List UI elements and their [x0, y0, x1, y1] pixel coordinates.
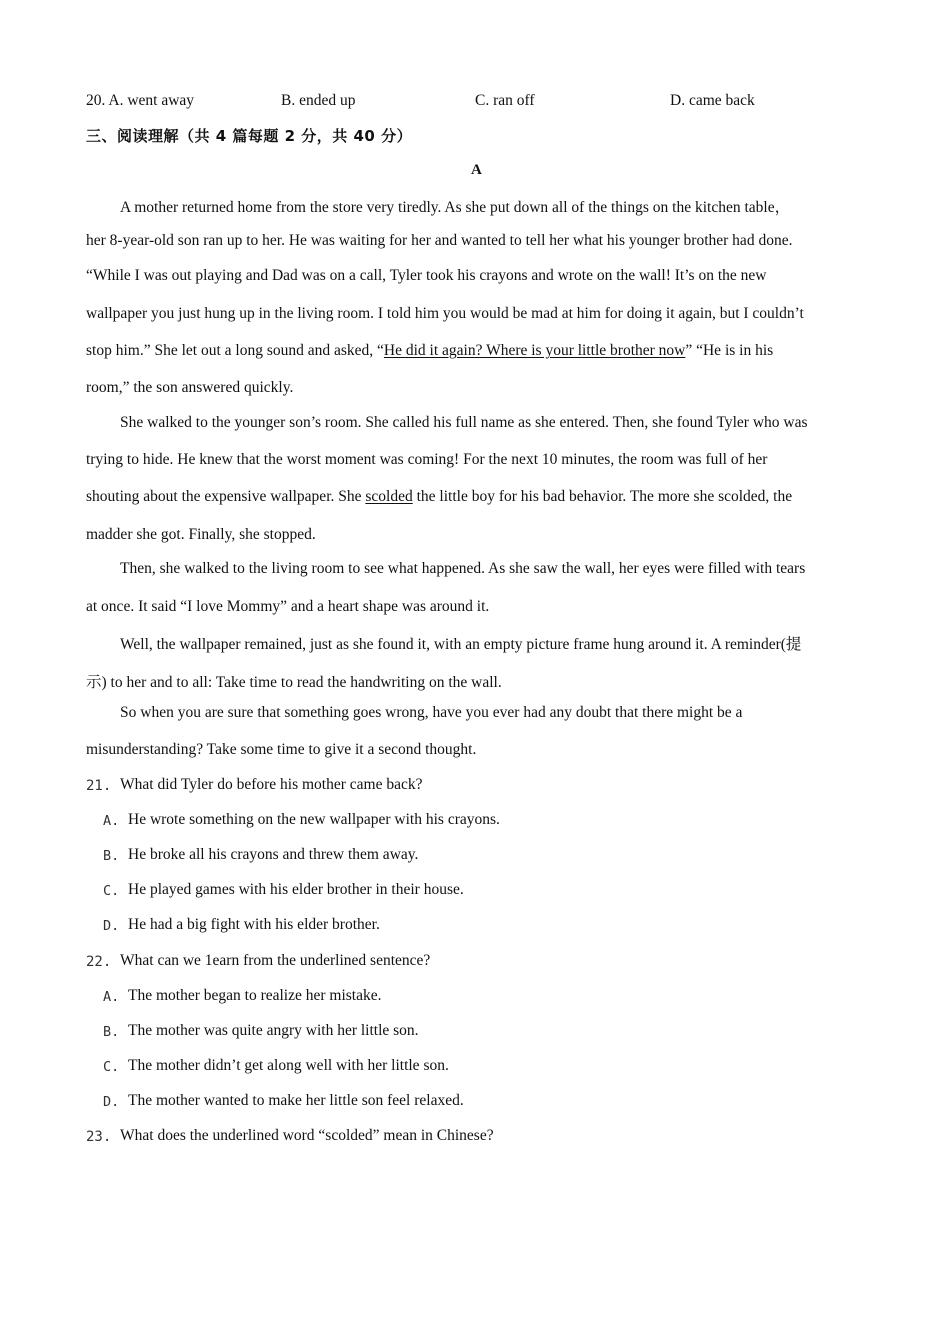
option-letter: D. — [103, 918, 120, 934]
option-letter: D. — [103, 1094, 120, 1110]
passage-title: A — [471, 162, 482, 178]
option-text: He played games with his elder brother in their house. — [128, 881, 464, 898]
question-text: What can we 1earn from the underlined sentence? — [120, 952, 431, 969]
option-letter: C. — [103, 883, 120, 899]
underlined-word: scolded — [365, 488, 413, 505]
question-20-option-a: 20. A. went away — [86, 92, 195, 109]
passage-line: She walked to the younger son’s room. She called his full name as she entered. Then, she found Tyler who was — [120, 414, 808, 431]
option-letter: A. — [103, 813, 120, 829]
passage-line: at once. It said “I love Mommy” and a heart shape was around it. — [86, 598, 490, 615]
question-text: What does the underlined word “scolded” mean in Chinese? — [120, 1127, 494, 1144]
passage-text: ” “He is in his — [685, 342, 774, 359]
passage-line: trying to hide. He knew that the worst moment was coming! For the next 10 minutes, the room was full of her — [86, 451, 768, 468]
option-letter: A. — [103, 989, 120, 1005]
passage-line: A mother returned home from the store very tiredly. As she put down all of the things on the kitchen table， — [120, 199, 791, 216]
question-number: 22. — [86, 954, 112, 970]
passage-text: stop him.” She let out a long sound and asked, “ — [86, 342, 384, 359]
passage-line: Then, she walked to the living room to see what happened. As she saw the wall, her eyes were filled with tears — [120, 560, 806, 577]
passage-line — [86, 488, 792, 506]
passage-line: 示) to her and to all: Take time to read the handwriting on the wall. — [86, 674, 502, 691]
option-letter: B. — [103, 848, 120, 864]
option-text: The mother didn’t get along well with her little son. — [128, 1057, 449, 1074]
option-text: He had a big fight with his elder brother. — [128, 916, 380, 933]
passage-line: So when you are sure that something goes wrong, have you ever had any doubt that there might be a — [120, 704, 743, 721]
section-heading: 三、阅读理解（共 4 篇每题 2 分，共 40 分） — [86, 127, 413, 145]
option-letter: B. — [103, 1024, 120, 1040]
question-20-option-d: D. came back — [670, 92, 755, 109]
option-text: The mother was quite angry with her little son. — [128, 1022, 419, 1039]
option-letter: C. — [103, 1059, 120, 1075]
passage-line: Well, the wallpaper remained, just as she found it, with an empty picture frame hung around it. A reminder(提 — [120, 636, 802, 653]
option-text: He wrote something on the new wallpaper with his crayons. — [128, 811, 500, 828]
question-number: 21. — [86, 778, 112, 794]
passage-text: shouting about the expensive wallpaper. She — [86, 488, 366, 505]
option-text: The mother began to realize her mistake. — [128, 987, 382, 1004]
question-number: 23. — [86, 1129, 112, 1145]
question-20-option-b: B. ended up — [281, 92, 356, 109]
question-20-option-c: C. ran off — [475, 92, 535, 109]
underlined-sentence: He did it again? Where is your little brother now — [383, 342, 686, 359]
question-20-options — [86, 92, 846, 112]
passage-line — [86, 342, 773, 360]
passage-text: the little boy for his bad behavior. The more she scolded, the — [412, 488, 793, 505]
passage-line: “While I was out playing and Dad was on a call, Tyler took his crayons and wrote on the wall! It’s on the new — [86, 267, 767, 284]
passage-line: her 8-year-old son ran up to her. He was waiting for her and wanted to tell her what his younger brother had done. — [86, 232, 793, 249]
passage-line: misunderstanding? Take some time to give it a second thought. — [86, 741, 477, 758]
passage-line: madder she got. Finally, she stopped. — [86, 526, 316, 543]
option-text: The mother wanted to make her little son feel relaxed. — [128, 1092, 464, 1109]
passage-line: wallpaper you just hung up in the living room. I told him you would be mad at him for doing it again, but I couldn’t — [86, 305, 804, 322]
passage-line: room,” the son answered quickly. — [86, 379, 294, 396]
question-text: What did Tyler do before his mother came back? — [120, 776, 423, 793]
option-text: He broke all his crayons and threw them away. — [128, 846, 419, 863]
